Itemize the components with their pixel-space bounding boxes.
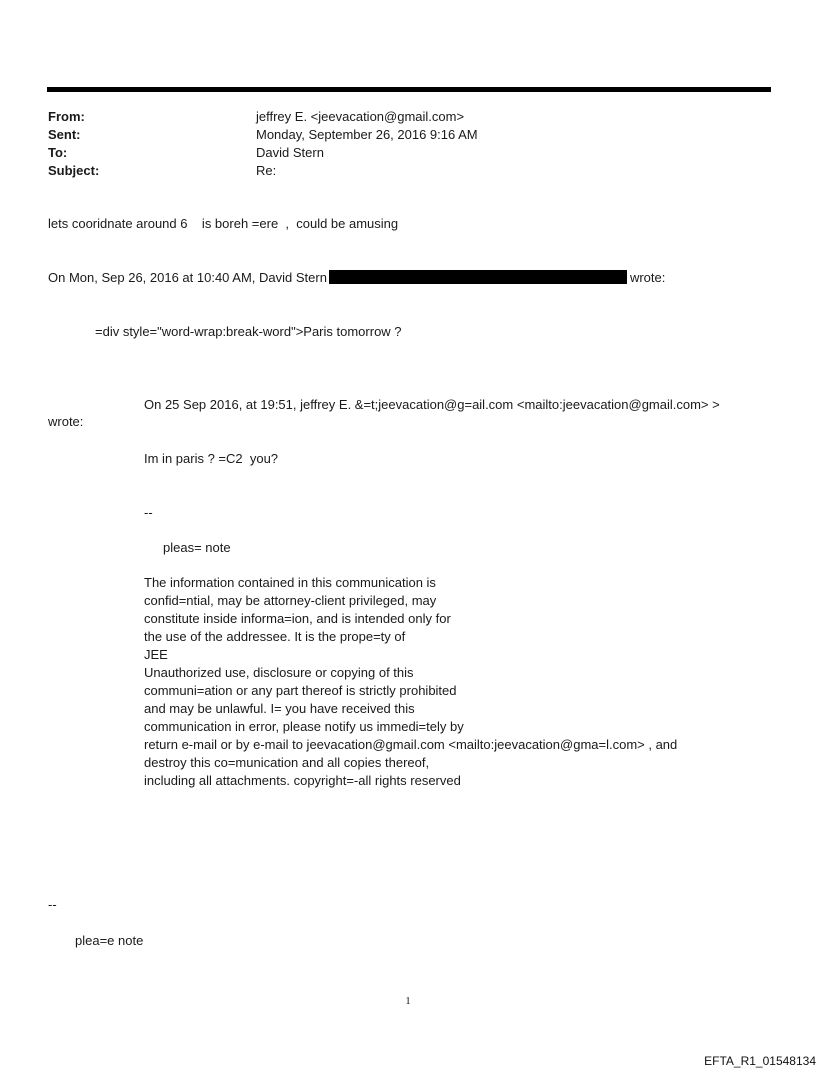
disclaimer-line: including all attachments. copyright=-all rights reserved [144, 773, 461, 788]
email-header [48, 108, 748, 180]
quote1-text: =div style="word-wrap:break-word">Paris tomorrow ? [95, 324, 402, 339]
disclaimer-line: and may be unlawful. I= you have received this [144, 701, 415, 716]
disclaimer-line: communi=ation or any part thereof is strictly prohibited [144, 683, 457, 698]
subject-value: Re: [256, 163, 277, 178]
from-row [48, 108, 748, 126]
to-value: David Stern [256, 145, 324, 160]
sent-row [48, 126, 748, 144]
disclaimer-line: JEE [144, 647, 168, 662]
sent-label: Sent: [48, 127, 81, 142]
quote1-prefix: On Mon, Sep 26, 2016 at 10:40 AM, David Stern [48, 270, 327, 285]
disclaimer-line: The information contained in this communication is [144, 575, 436, 590]
disclaimer-line: communication in error, please notify us immedi=tely by [144, 719, 464, 734]
to-row [48, 144, 748, 162]
sent-value: Monday, September 26, 2016 9:16 AM [256, 127, 478, 142]
disclaimer-line: the use of the addressee. It is the prope=ty of [144, 629, 406, 644]
reply-text: lets cooridnate around 6 is boreh =ere , could be amusing [48, 216, 399, 231]
quote2-header: On 25 Sep 2016, at 19:51, jeffrey E. &=t;jeevacation@g=ail.com <mailto:jeevacation@gmail.com> > [144, 397, 720, 412]
to-label: To: [48, 145, 68, 160]
disclaimer-line: Unauthorized use, disclosure or copying of this [144, 665, 414, 680]
bottom-dashes: -- [48, 897, 57, 912]
quote1-suffix: wrote: [629, 270, 666, 285]
header-rule [47, 87, 771, 92]
disclaimer-block [144, 574, 677, 790]
subject-row [48, 162, 748, 180]
disclaimer-line: constitute inside informa=ion, and is intended only for [144, 611, 451, 626]
signature-note: pleas= note [163, 540, 231, 555]
quote2-text: Im in paris ? =C2 you? [144, 451, 279, 466]
disclaimer-line: destroy this co=munication and all copies thereof, [144, 755, 430, 770]
redaction-bar [329, 270, 627, 284]
from-value: jeffrey E. <jeevacation@gmail.com> [256, 109, 465, 124]
from-label: From: [48, 109, 85, 124]
quote1-attribution [48, 269, 665, 287]
document-id: EFTA_R1_01548134 [704, 1054, 816, 1068]
disclaimer-line: confid=ntial, may be attorney-client privileged, may [144, 593, 437, 608]
subject-label: Subject: [48, 163, 100, 178]
bottom-note: plea=e note [75, 933, 144, 948]
page-number: 1 [405, 995, 411, 1007]
quote2-wrote: wrote: [48, 414, 84, 429]
disclaimer-line: return e-mail or by e-mail to jeevacation@gmail.com <mailto:jeevacation@gma=l.com> , and [144, 737, 678, 752]
signature-dashes: -- [144, 505, 153, 520]
